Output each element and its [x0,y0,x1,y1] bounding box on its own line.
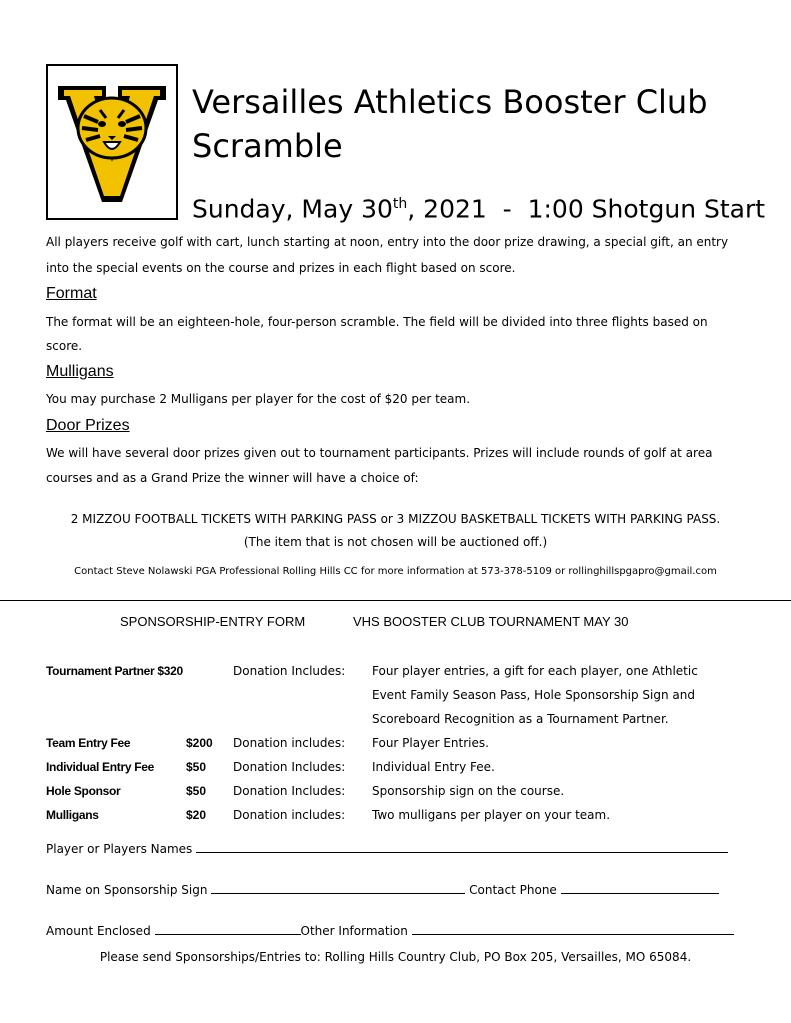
event-date [192,188,765,225]
row-donation: Donation includes: [233,808,346,822]
sign-label: Name on Sponsorship Sign [46,883,208,897]
send-instructions: Please send Sponsorships/Entries to: Rolling Hills Country Club, PO Box 205, Versailles, MO 65084. [99,950,692,964]
form-title-left: SPONSORSHIP-ENTRY FORM [120,614,306,629]
other-label: Other Information [300,924,408,938]
amount-label: Amount Enclosed [46,924,151,938]
row-desc: Event Family Season Pass, Hole Sponsorship Sign and [372,688,695,702]
amount-field[interactable] [46,922,734,938]
door-prizes-line-2: courses and as a Grand Prize the winner will have a choice of: [46,471,419,485]
row-name: Mulligans [46,808,99,822]
logo [46,64,178,220]
mulligans-heading: Mulligans [46,363,114,380]
divider [0,600,791,601]
row-price: $50 [186,784,207,798]
tiger-v-logo-icon [48,66,176,218]
format-line-1: The format will be an eighteen-hole, four-person scramble. The field will be divided into three flights based on [46,315,708,329]
row-donation: Donation Includes: [233,664,346,678]
grand-prize-note: (The item that is not chosen will be auctioned off.) [243,535,548,549]
page-title: Versailles Athletics Booster Club Scramble [192,83,708,165]
format-line-2: score. [46,339,83,353]
mulligans-line-1: You may purchase 2 Mulligans per player for the cost of $20 per team. [46,392,471,406]
sign-field[interactable] [46,881,719,897]
format-heading: Format [46,285,97,302]
row-price: $20 [186,808,207,822]
date-prefix: Sunday, May 30 [192,194,393,224]
row-name: Tournament Partner $320 [46,664,183,678]
row-name: Team Entry Fee [46,736,131,750]
intro-line-1: All players receive golf with cart, lunch starting at noon, entry into the door prize drawing, a special gift, an entry [46,235,729,249]
row-desc: Scoreboard Recognition as a Tournament Partner. [372,712,669,726]
row-desc: Two mulligans per player on your team. [372,808,611,822]
form-title-right: VHS BOOSTER CLUB TOURNAMENT MAY 30 [353,614,629,629]
date-sup: th [392,196,408,212]
date-suffix: , 2021 - 1:00 Shotgun Start [407,194,766,224]
row-donation: Donation Includes: [233,760,346,774]
other-input-line[interactable] [412,922,734,935]
players-field[interactable] [46,840,728,856]
row-desc: Sponsorship sign on the course. [372,784,565,798]
players-label: Player or Players Names [46,842,193,856]
grand-prize: 2 MIZZOU FOOTBALL TICKETS WITH PARKING PASS or 3 MIZZOU BASKETBALL TICKETS WITH PARKING PASS. [70,512,721,526]
row-price: $200 [186,736,213,750]
row-donation: Donation includes: [233,736,346,750]
row-donation: Donation Includes: [233,784,346,798]
sign-input-line[interactable] [211,881,465,894]
row-desc: Individual Entry Fee. [372,760,495,774]
amount-input-line[interactable] [155,922,301,935]
phone-input-line[interactable] [561,881,719,894]
phone-label: Contact Phone [469,883,557,897]
row-desc: Four player entries, a gift for each player, one Athletic [372,664,698,678]
row-name: Individual Entry Fee [46,760,155,774]
row-price: $50 [186,760,207,774]
row-desc: Four Player Entries. [372,736,489,750]
door-prizes-heading: Door Prizes [46,417,130,434]
row-name: Hole Sponsor [46,784,121,798]
contact-info: Contact Steve Nolawski PGA Professional Rolling Hills CC for more information at 573-378-5109 or rollinghillspgapro@gmail.com [74,566,717,577]
players-input-line[interactable] [196,840,728,853]
intro-line-2: into the special events on the course and prizes in each flight based on score. [46,261,516,275]
door-prizes-line-1: We will have several door prizes given out to tournament participants. Prizes will include rounds of golf at area [46,446,713,460]
